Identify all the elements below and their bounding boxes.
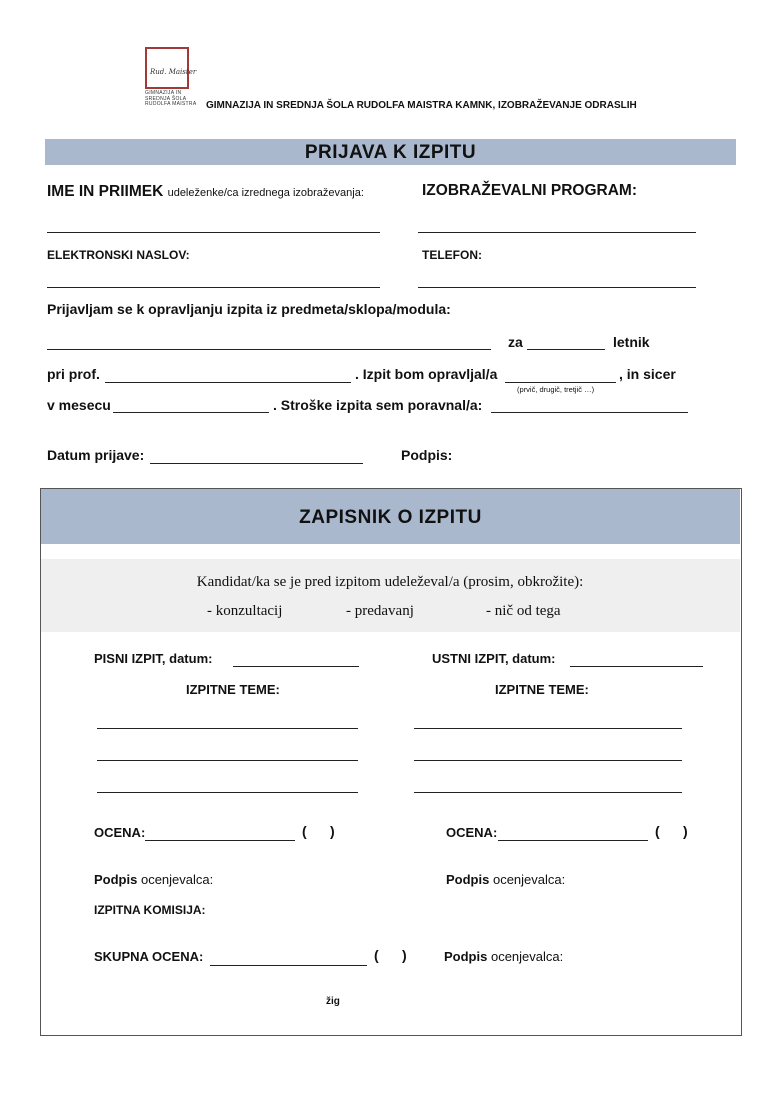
subject-field[interactable] [47,349,491,350]
program-label: IZOBRAŽEVALNI PROGRAM: [422,182,637,199]
in-sicer-label: , in sicer [619,366,676,382]
name-label: IME IN PRIIMEK udeleženke/ca izrednega izobraževanja: [47,183,364,200]
application-title: PRIJAVA K IZPITU [304,142,477,163]
total-grade-number: ( ) [374,947,407,963]
letnik-label: letnik [613,334,650,350]
logo-text: GIMNAZIJA IN SREDNJA ŠOLA RUDOLFA MAISTRA [145,90,197,107]
attempt-field[interactable] [505,382,616,383]
month-label: v mesecu [47,397,111,413]
oral-date-field[interactable] [570,666,703,667]
signature-label: Podpis: [401,447,453,463]
written-exam-label: PISNI IZPIT, datum: [94,651,213,666]
oral-grade-field[interactable] [498,840,648,841]
record-title-bar [41,489,740,544]
year-field[interactable] [527,349,605,350]
application-date-field[interactable] [150,463,363,464]
written-grader-signature: Podpis ocenjevalca: [94,872,214,887]
oral-topic-line[interactable] [414,728,682,729]
option-none[interactable]: - nič od tega [486,603,561,619]
written-topic-line[interactable] [97,792,358,793]
costs-label: . Stroške izpita sem poravnal/a: [273,397,483,413]
total-grade-field[interactable] [210,965,367,966]
oral-grade-label: OCENA: [446,825,498,840]
phone-label: TELEFON: [422,248,482,262]
logo-signature: Rud. Maister [150,68,197,76]
committee-label: IZPITNA KOMISIJA: [94,903,206,917]
written-topic-line[interactable] [97,728,358,729]
total-grade-label: SKUPNA OCENA: [94,949,204,964]
attempt-hint: (prvič, drugič, tretjič …) [517,385,595,394]
written-grade-number: ( ) [302,823,335,839]
prof-label: pri prof. [47,366,100,382]
exam-attempt-label: . Izpit bom opravljal/a [355,366,498,382]
email-label: ELEKTRONSKI NASLOV: [47,248,190,262]
prof-field[interactable] [105,382,351,383]
oral-grader-signature: Podpis ocenjevalca: [446,872,566,887]
attendance-question: Kandidat/ka se je pred izpitom udeleževal/a (prosim, obkrožite): [196,574,584,590]
name-field[interactable] [47,232,380,233]
written-topics-label: IZPITNE TEME: [186,682,280,697]
committee-grader-signature: Podpis ocenjevalca: [444,949,564,964]
oral-grade-number: ( ) [655,823,688,839]
oral-topic-line[interactable] [414,760,682,761]
email-field[interactable] [47,287,380,288]
subject-label: Prijavljam se k opravljanju izpita iz predmeta/sklopa/modula: [47,301,451,317]
school-name: GIMNAZIJA IN SREDNJA ŠOLA RUDOLFA MAISTRA KAMNK, IZOBRAŽEVANJE ODRASLIH [206,100,637,111]
oral-topic-line[interactable] [414,792,682,793]
oral-topics-label: IZPITNE TEME: [495,682,589,697]
option-consultations[interactable]: - konzultacij [207,603,283,619]
written-grade-field[interactable] [145,840,295,841]
stamp-label: žig [326,996,340,1007]
phone-field[interactable] [418,287,696,288]
option-lectures[interactable]: - predavanj [346,603,414,619]
program-field[interactable] [418,232,696,233]
oral-exam-label: USTNI IZPIT, datum: [432,651,556,666]
month-field[interactable] [113,412,269,413]
written-date-field[interactable] [233,666,359,667]
application-title-bar [45,139,736,165]
za-label: za [508,334,523,350]
written-grade-label: OCENA: [94,825,146,840]
attendance-panel [41,559,740,632]
application-date-label: Datum prijave: [47,447,145,463]
written-topic-line[interactable] [97,760,358,761]
costs-field[interactable] [491,412,688,413]
record-title: ZAPISNIK O IZPITU [299,507,482,528]
